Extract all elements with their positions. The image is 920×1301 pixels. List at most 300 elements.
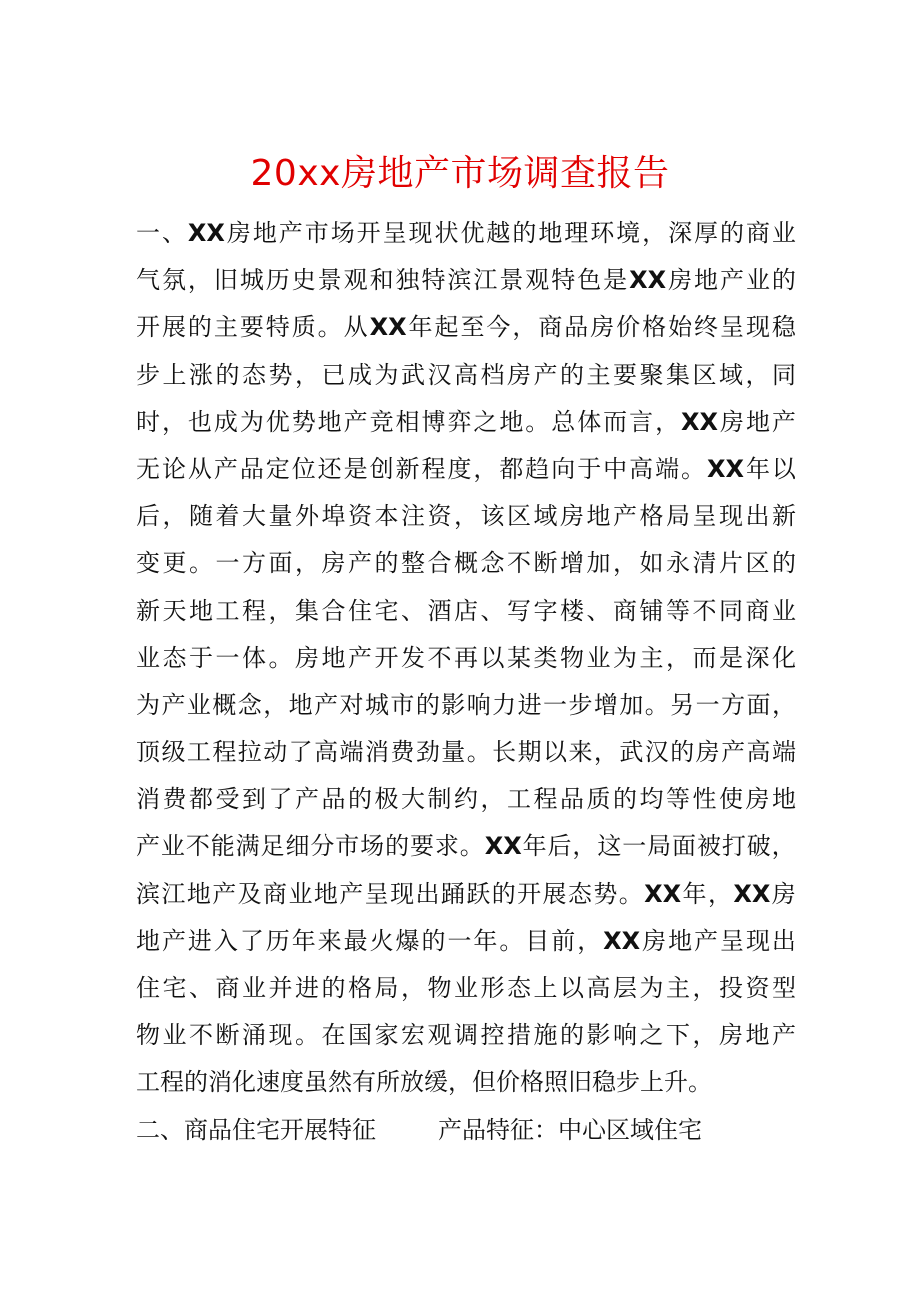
char: 资: [745, 974, 770, 1002]
char: 合: [427, 549, 452, 578]
char: 产: [348, 643, 372, 672]
char: 工: [507, 785, 531, 814]
char: 展: [161, 313, 186, 342]
char: 现: [719, 502, 743, 531]
char: 照: [544, 1068, 568, 1097]
char: 物: [136, 1021, 160, 1050]
char: 地: [189, 596, 213, 625]
char: 势: [268, 360, 293, 389]
char: 程: [212, 738, 237, 767]
paragraph-line: [136, 1059, 796, 1106]
char: 。: [317, 313, 342, 342]
char: 破: [746, 832, 771, 861]
char: 产: [772, 1021, 796, 1050]
paragraph-line: [136, 1012, 796, 1059]
char: 另: [670, 690, 695, 719]
char: 然: [328, 1068, 352, 1097]
char: 度: [447, 454, 472, 483]
char: 住: [348, 596, 372, 625]
char: 工: [136, 1068, 160, 1097]
char: 不: [507, 549, 531, 578]
char: 态: [162, 643, 187, 672]
char: 区: [507, 502, 531, 531]
char: 物: [560, 643, 584, 672]
char: 体: [577, 407, 602, 436]
char: 产: [719, 266, 744, 295]
char: 一: [215, 643, 240, 672]
char: 主: [666, 974, 690, 1002]
char: 要: [409, 832, 434, 861]
char: 区: [692, 360, 717, 389]
char: 产: [613, 502, 637, 531]
char: 呈: [719, 313, 744, 342]
char: 产: [694, 926, 719, 955]
char: 地: [288, 690, 313, 719]
char: 为: [613, 643, 637, 672]
char: 出: [415, 879, 440, 908]
placeholder-xx: XX: [187, 219, 225, 247]
char: 量: [268, 502, 293, 531]
char: 概: [212, 690, 237, 719]
char: 房: [771, 879, 796, 908]
char: 观: [427, 1021, 452, 1050]
char: 格: [348, 974, 372, 1002]
char: 等: [666, 785, 690, 814]
char: 开: [356, 219, 381, 247]
char: 度: [280, 1068, 304, 1097]
char: 均: [639, 785, 664, 814]
char: 越: [486, 219, 511, 247]
char: 商: [613, 596, 637, 625]
placeholder-xx: XX: [369, 313, 407, 342]
char: 态: [242, 360, 266, 389]
char: 以: [771, 454, 796, 483]
char: 入: [213, 926, 238, 955]
char: 。: [466, 738, 491, 767]
char: 如: [639, 549, 664, 578]
char: 优: [460, 219, 485, 247]
char: 制: [427, 785, 452, 814]
char: 前: [551, 926, 576, 955]
char: 位: [291, 454, 316, 483]
char: 都: [499, 454, 524, 483]
char: 发: [401, 643, 425, 672]
char: 。: [681, 454, 706, 483]
char: 博: [421, 407, 446, 436]
char: 年: [745, 454, 770, 483]
char: 商: [215, 974, 240, 1002]
char: 足: [260, 832, 285, 861]
paragraph-line: [136, 682, 796, 729]
char: 呈: [364, 879, 389, 908]
char: 不: [427, 643, 452, 672]
char: 顶: [136, 738, 160, 767]
char: 城: [364, 690, 389, 719]
paragraph-line: [136, 493, 796, 540]
char: 市: [335, 832, 360, 861]
section-heading-row: [136, 1107, 796, 1154]
char: 业: [162, 1021, 187, 1050]
char: 高: [454, 360, 478, 389]
char: 弈: [447, 407, 472, 436]
char: 的: [374, 549, 399, 578]
char: 这: [597, 832, 622, 861]
char: 、: [586, 596, 611, 625]
section-heading: 二、商品住宅开展特征: [136, 1115, 376, 1144]
char: ，: [473, 454, 498, 483]
char: 主: [213, 313, 238, 342]
char: 高: [586, 974, 611, 1002]
char: 年: [291, 926, 316, 955]
char: 。: [688, 1068, 712, 1097]
char: 场: [360, 832, 385, 861]
paragraph-line: [136, 446, 796, 493]
char: 求: [434, 832, 459, 861]
char: 业: [160, 832, 185, 861]
char: 产: [771, 407, 796, 436]
char: 片: [719, 549, 743, 578]
char: 中: [603, 454, 628, 483]
char: 开: [517, 879, 542, 908]
char: 虽: [304, 1068, 328, 1097]
char: 一: [543, 690, 567, 719]
char: 消: [364, 738, 389, 767]
char: 埠: [321, 502, 346, 531]
char: 趋: [525, 454, 550, 483]
char: 的: [215, 360, 240, 389]
char: 并: [268, 974, 293, 1002]
char: 控: [480, 1021, 505, 1050]
char: 资: [427, 502, 452, 531]
char: 域: [533, 502, 558, 531]
char: 今: [486, 313, 511, 342]
char: 来: [317, 926, 342, 955]
char: 市: [390, 690, 415, 719]
char: 外: [295, 502, 319, 531]
char: 的: [613, 785, 637, 814]
paragraph-line: [136, 399, 796, 446]
char: 的: [719, 219, 744, 247]
char: 产: [348, 549, 372, 578]
char: 论: [161, 454, 186, 483]
char: 加: [619, 690, 644, 719]
char: 房: [560, 502, 584, 531]
char: 于: [189, 643, 213, 672]
char: 江: [161, 879, 186, 908]
char: 城: [239, 266, 264, 295]
char: 商: [745, 219, 770, 247]
char: 业: [136, 643, 160, 672]
char: 断: [215, 1021, 240, 1050]
char: 所: [376, 1068, 400, 1097]
char: 放: [400, 1068, 424, 1097]
char: 新: [395, 454, 420, 483]
char: 程: [242, 596, 266, 625]
char: 步: [136, 360, 160, 389]
char: 局: [374, 974, 399, 1002]
char: 聚: [639, 360, 664, 389]
char: 动: [263, 738, 288, 767]
char: 酒: [427, 596, 452, 625]
char: 天: [162, 596, 187, 625]
char: 步: [568, 690, 593, 719]
char: 念: [480, 549, 505, 578]
char: 国: [348, 1021, 372, 1050]
char: 长: [492, 738, 517, 767]
char: 地: [317, 407, 342, 436]
char: 史: [291, 266, 316, 295]
char: 房: [719, 1021, 743, 1050]
paragraph-line: [136, 210, 796, 257]
char: 某: [507, 643, 531, 672]
char: 和: [369, 266, 394, 295]
char: 面: [746, 690, 771, 719]
char: 历: [265, 926, 290, 955]
char: 房: [695, 738, 720, 767]
char: 理: [564, 219, 589, 247]
char: 产: [278, 219, 303, 247]
char: 缓: [424, 1068, 448, 1097]
char: 开: [374, 643, 399, 672]
char: 最: [343, 926, 368, 955]
char: 宅: [374, 596, 399, 625]
char: 来: [568, 738, 593, 767]
char: 程: [421, 454, 446, 483]
char: 房: [507, 360, 531, 389]
char: 产: [295, 785, 319, 814]
char: 面: [268, 549, 293, 578]
char: 。: [644, 690, 669, 719]
char: 氛: [161, 266, 186, 295]
char: 格: [639, 502, 664, 531]
char: 景: [499, 266, 524, 295]
char: ，: [454, 502, 478, 531]
char: 拉: [237, 738, 262, 767]
char: 的: [184, 1068, 208, 1097]
char: 不: [189, 1021, 213, 1050]
char: 终: [694, 313, 719, 342]
char: ，: [655, 407, 680, 436]
char: 该: [480, 502, 505, 531]
char: 整: [401, 549, 425, 578]
char: 房: [321, 549, 346, 578]
char: 地: [694, 266, 719, 295]
char: 步: [616, 1068, 640, 1097]
paragraph-line: [136, 918, 796, 965]
char: 地: [772, 785, 796, 814]
char: 于: [577, 454, 602, 483]
char: 观: [525, 266, 550, 295]
char: ，: [268, 596, 293, 625]
char: 地: [745, 407, 770, 436]
char: 境: [616, 219, 641, 247]
char: 而: [603, 407, 628, 436]
char: 到: [242, 785, 266, 814]
char: 同: [772, 360, 796, 389]
char: 地: [252, 219, 277, 247]
char: 定: [265, 454, 290, 483]
char: 以: [560, 974, 584, 1002]
char: 、: [401, 596, 425, 625]
paragraph-line: [136, 776, 796, 823]
char: 旧: [213, 266, 238, 295]
char: 环: [590, 219, 615, 247]
char: 地: [136, 926, 160, 955]
char: 为: [639, 974, 664, 1002]
char: 力: [492, 690, 517, 719]
paragraph-line: [136, 540, 796, 587]
char: 费: [162, 785, 187, 814]
char: ，: [572, 832, 597, 861]
char: 年: [408, 313, 433, 342]
char: 稳: [771, 313, 796, 342]
char: 业: [454, 974, 478, 1002]
char: 消: [136, 785, 160, 814]
char: 一: [622, 832, 647, 861]
placeholder-xx: XX: [484, 832, 522, 861]
char: ，: [263, 690, 288, 719]
char: 施: [533, 1021, 558, 1050]
char: 年: [682, 879, 707, 908]
char: 业: [242, 974, 266, 1002]
paragraph-line: [136, 352, 796, 399]
char: 集: [295, 596, 319, 625]
char: 类: [533, 643, 558, 672]
char: 。: [618, 879, 643, 908]
char: ，: [480, 785, 505, 814]
char: 出: [745, 502, 770, 531]
placeholder-xx: XX: [629, 266, 667, 295]
char: 的: [560, 1021, 584, 1050]
paragraph-line: [136, 823, 796, 870]
paragraph-line: [136, 635, 796, 682]
char: 措: [507, 1021, 531, 1050]
char: 局: [666, 502, 690, 531]
char: 。: [295, 1021, 319, 1050]
char: 要: [239, 313, 264, 342]
char: 。: [189, 549, 213, 578]
char: ，: [401, 974, 425, 1002]
char: 楼: [560, 596, 584, 625]
char: 被: [696, 832, 721, 861]
char: 场: [330, 219, 355, 247]
char: 房: [295, 643, 319, 672]
char: 铺: [639, 596, 664, 625]
char: 滨: [447, 266, 472, 295]
paragraph-line: [136, 304, 796, 351]
char: ，: [162, 502, 187, 531]
char: 地: [745, 1021, 770, 1050]
char: ，: [692, 974, 717, 1002]
char: 厚: [694, 219, 719, 247]
char: 商: [263, 879, 288, 908]
char: 价: [616, 313, 641, 342]
char: 。: [459, 832, 484, 861]
char: 品: [239, 454, 264, 483]
document-title: 20xx房地产市场调查报告: [250, 153, 670, 194]
char: 业: [586, 643, 611, 672]
char: 不: [692, 596, 717, 625]
char: 年: [522, 832, 547, 861]
char: 言: [629, 407, 654, 436]
char: 上: [162, 360, 187, 389]
char: 要: [613, 360, 637, 389]
char: 滨: [136, 879, 160, 908]
char: 武: [401, 360, 425, 389]
char: 地: [538, 219, 563, 247]
char: 域: [719, 360, 743, 389]
char: 跃: [466, 879, 491, 908]
char: 的: [772, 549, 796, 578]
char: 而: [692, 643, 717, 672]
char: 呈: [382, 219, 407, 247]
placeholder-xx: XX: [706, 454, 744, 483]
char: 起: [434, 313, 459, 342]
char: 质: [586, 785, 611, 814]
char: 业: [186, 690, 211, 719]
char: 为: [136, 690, 160, 719]
char: 物: [427, 974, 452, 1002]
char: 宏: [401, 1021, 425, 1050]
char: 汉: [427, 360, 452, 389]
char: 火: [369, 926, 394, 955]
char: 深: [745, 643, 770, 672]
char: 的: [187, 313, 212, 342]
char: 随: [189, 502, 213, 531]
char: 能: [210, 832, 235, 861]
char: 面: [672, 832, 697, 861]
char: 加: [586, 549, 611, 578]
char: 、: [189, 974, 213, 1002]
char: 体: [242, 643, 266, 672]
char: 响: [613, 1021, 637, 1050]
char: ，: [771, 690, 796, 719]
char: 江: [473, 266, 498, 295]
char: 地: [586, 502, 611, 531]
char: 武: [619, 738, 644, 767]
char: 满: [235, 832, 260, 861]
char: 上: [533, 974, 558, 1002]
char: 使: [719, 785, 743, 814]
char: 开: [136, 313, 160, 342]
char: 色: [577, 266, 602, 295]
char: 型: [772, 974, 796, 1002]
char: 现: [390, 879, 415, 908]
char: 商: [538, 313, 563, 342]
section-subheading: 产品特征：中心区域住宅: [438, 1115, 702, 1144]
char: 层: [613, 974, 637, 1002]
char: 增: [593, 690, 618, 719]
char: 呈: [719, 926, 744, 955]
char: 大: [401, 785, 425, 814]
char: 地: [321, 643, 346, 672]
char: 成: [213, 407, 238, 436]
char: 资: [348, 502, 372, 531]
char: 房: [226, 219, 251, 247]
char: 业: [288, 879, 313, 908]
char: ，: [512, 313, 537, 342]
char: 再: [454, 643, 478, 672]
char: 。: [268, 643, 293, 672]
char: 还: [317, 454, 342, 483]
char: 后: [136, 502, 160, 531]
char: 时: [136, 407, 160, 436]
paragraph-line: [136, 588, 796, 635]
char: 影: [441, 690, 466, 719]
placeholder-xx: XX: [733, 879, 771, 908]
char: 创: [369, 454, 394, 483]
char: 投: [719, 974, 743, 1002]
